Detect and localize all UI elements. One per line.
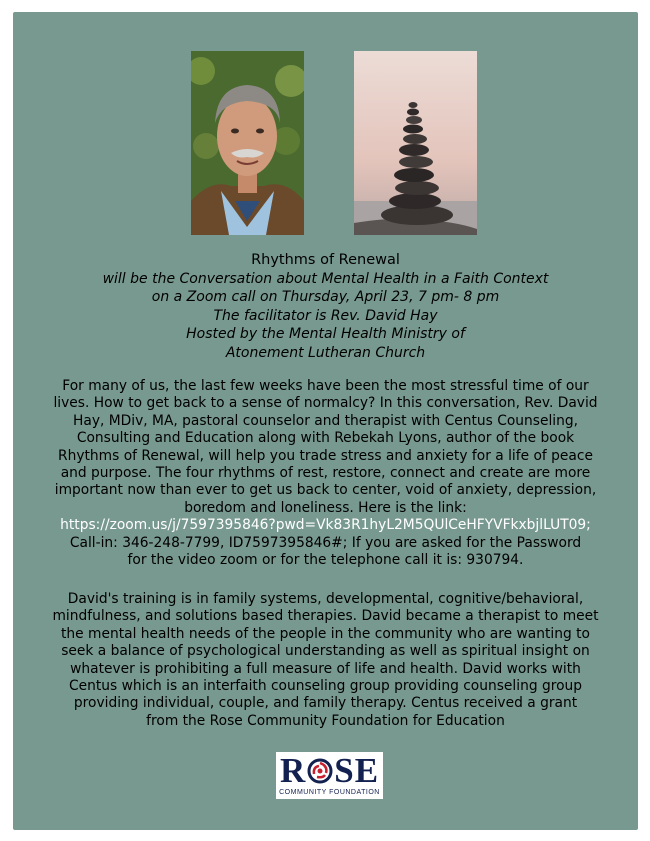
rose-o-icon — [307, 758, 333, 784]
password-line: for the video zoom or for the telephone call it is: 930794. — [127, 552, 524, 569]
description-line: lives. How to get back to a sense of normalcy? In this conversation, Rev. David — [53, 395, 598, 412]
event-host-church: Atonement Lutheran Church — [225, 344, 426, 361]
bio-line: David's training is in family systems, developmental, cognitive/behavioral, — [67, 591, 584, 607]
description-line: Rhythms of Renewal, will help you trade stress and anxiety for a life of peace — [58, 447, 593, 464]
bio-line: mindfulness, and solutions based therapies. David became a therapist to meet — [52, 608, 599, 625]
description-line: For many of us, the last few weeks have been the most stressful time of our — [62, 378, 589, 394]
event-description — [13, 378, 638, 569]
logo-letters-se: SE — [334, 751, 380, 790]
bio-line: the mental health needs of the people in the community who are wanting to — [61, 625, 590, 642]
zoom-link[interactable]: https://zoom.us/j/7597395846?pwd=Vk83R1hyL2M5QUlCeHFYVFkxbjlLUT09; — [60, 517, 591, 534]
bio-line: seek a balance of psychological understanding as well as spiritual insight on — [61, 643, 590, 660]
rose-community-foundation-logo — [276, 752, 383, 799]
call-in-line: Call-in: 346-248-7799, ID7597395846#; If you are asked for the Password — [69, 534, 582, 551]
facilitator-bio — [13, 591, 638, 730]
description-line: important now than ever to get us back to center, void of anxiety, depression, — [54, 482, 597, 499]
bio-line: whatever is prohibiting a full measure of life and health. David works with — [70, 660, 581, 677]
bio-line: Centus which is an interfaith counseling group providing counseling group — [68, 678, 583, 695]
event-subtitle: will be the Conversation about Mental Health in a Faith Context — [102, 270, 549, 287]
event-heading — [13, 251, 638, 362]
stacked-stones-photo — [354, 51, 477, 235]
description-line: and purpose. The four rhythms of rest, restore, connect and create are more — [60, 465, 591, 482]
description-line: boredom and loneliness. Here is the link: — [184, 499, 467, 516]
bio-line: from the Rose Community Foundation for Education — [146, 712, 505, 729]
bio-line: providing individual, couple, and family therapy. Centus received a grant — [73, 695, 578, 712]
facilitator-photo — [191, 51, 304, 235]
logo-letter-r: R — [279, 751, 307, 790]
event-host-line: Hosted by the Mental Health Ministry of — [186, 326, 465, 342]
event-facilitator: The facilitator is Rev. David Hay — [213, 307, 438, 324]
description-line: Hay, MDiv, MA, pastoral counselor and therapist with Centus Counseling, — [72, 412, 579, 429]
logo-subtitle: COMMUNITY FOUNDATION — [279, 789, 380, 796]
logo-wordmark — [279, 751, 380, 790]
event-date-time: on a Zoom call on Thursday, April 23, 7 pm- 8 pm — [151, 289, 500, 305]
description-line: Consulting and Education along with Rebekah Lyons, author of the book — [76, 430, 575, 447]
event-title: Rhythms of Renewal — [251, 252, 400, 268]
